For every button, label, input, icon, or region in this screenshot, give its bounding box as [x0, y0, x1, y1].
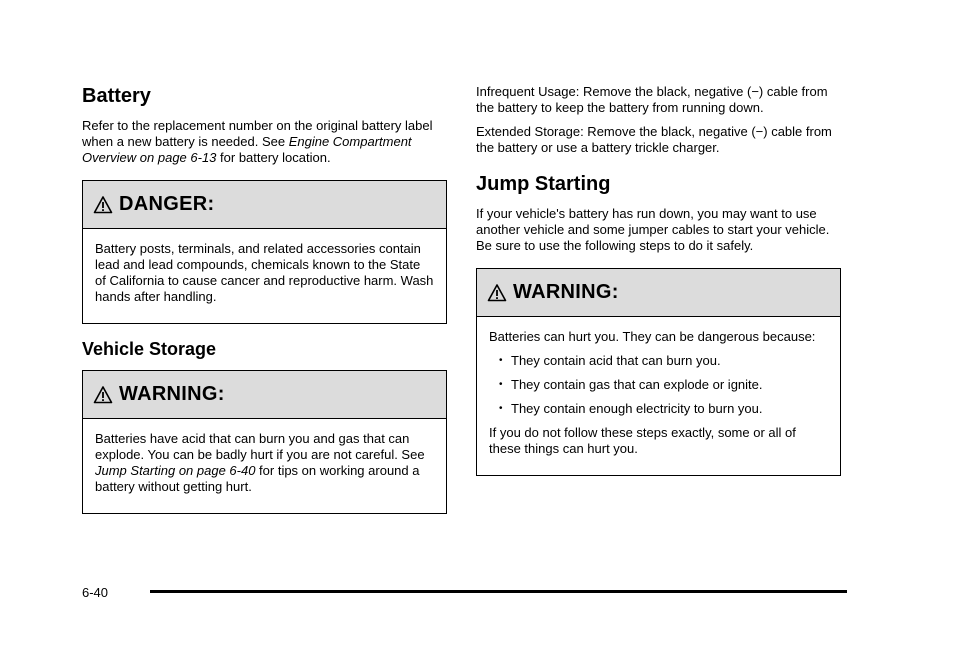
list-item [489, 401, 828, 417]
right-warning-closing: If you do not follow these steps exactly, some or all of these things can hurt you. [489, 425, 796, 456]
warning-triangle-icon [93, 385, 113, 405]
left-warning-title: WARNING: [119, 383, 225, 405]
bullet-icon: • [499, 355, 503, 366]
warning-triangle-icon [93, 195, 113, 215]
danger-header [83, 181, 446, 229]
jump-starting-link[interactable]: Jump Starting on page 6-40 [95, 463, 256, 478]
danger-box [82, 180, 447, 324]
danger-title: DANGER: [119, 193, 215, 215]
left-warning-text-pre: Batteries have acid that can burn you and gas that can explode. You can be badly hurt if you are not careful. See [95, 431, 425, 462]
left-warning-body [83, 419, 446, 513]
battery-paragraph [82, 118, 447, 166]
right-warning-title: WARNING: [513, 281, 619, 303]
warning-triangle-icon [487, 283, 507, 303]
right-warning-body [477, 317, 840, 475]
battery-heading: Battery [82, 85, 151, 107]
left-warning-header [83, 371, 446, 419]
engine-compartment-link[interactable]: Engine Compartment Overview on page 6-13 [82, 134, 412, 165]
list-item [489, 377, 828, 393]
right-column [476, 84, 841, 476]
right-warning-box [476, 268, 841, 476]
bullet-icon: • [499, 403, 503, 414]
jump-starting-paragraph: If your vehicle's battery has run down, you may want to use another vehicle and some jumper cables to start your vehicle. Be sure to use the following steps to do it safely. [476, 206, 830, 253]
left-warning-text [95, 431, 434, 495]
bullet-icon: • [499, 379, 503, 390]
danger-body [83, 229, 446, 323]
left-warning-box [82, 370, 447, 514]
page-number: 6-40 [82, 585, 109, 600]
hazard-text: They contain acid that can burn you. [511, 353, 721, 368]
danger-text: Battery posts, terminals, and related accessories contain lead and lead compounds, chemicals known to the State of California to cause cancer and reproductive harm. Wash hands after handling. [95, 241, 434, 304]
hazard-list [489, 353, 828, 417]
battery-paragraph-text: Refer to the replacement number on the original battery label when a new battery is needed. See [82, 118, 433, 149]
right-warning-header [477, 269, 840, 317]
vehicle-storage-heading: Vehicle Storage [82, 339, 217, 359]
battery-paragraph-tail: for battery location. [216, 150, 331, 165]
jump-starting-heading: Jump Starting [476, 173, 611, 195]
left-warning-text-post: for tips on working around a battery without getting hurt. [95, 463, 420, 494]
extended-storage-paragraph: Extended Storage: Remove the black, negative (−) cable from the battery or use a battery trickle charger. [476, 124, 832, 155]
left-column [82, 84, 447, 514]
hazard-text: They contain gas that can explode or ignite. [511, 377, 763, 392]
infrequent-usage-paragraph: Infrequent Usage: Remove the black, negative (−) cable from the battery to keep the battery from running down. [476, 84, 828, 115]
right-warning-intro: Batteries can hurt you. They can be dangerous because: [489, 329, 816, 344]
list-item [489, 353, 828, 369]
hazard-text: They contain enough electricity to burn you. [511, 401, 763, 416]
footer-rule [150, 590, 847, 593]
